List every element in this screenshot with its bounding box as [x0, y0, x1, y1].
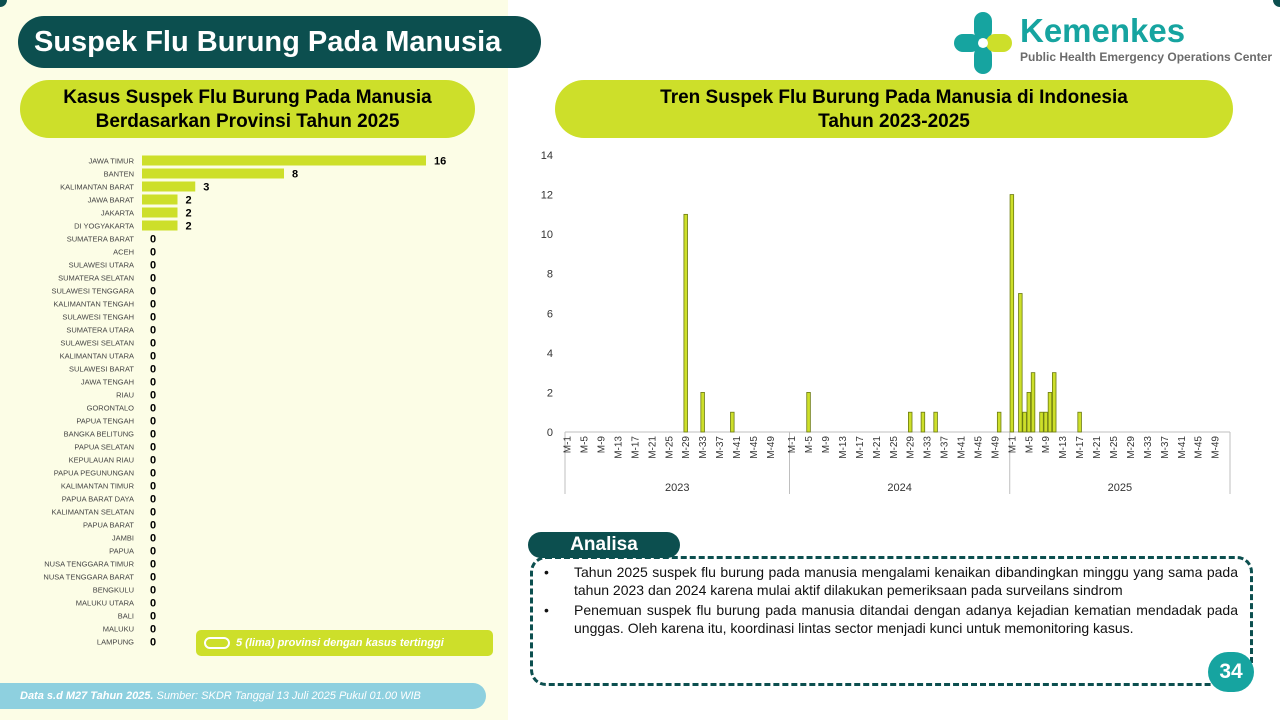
province-value-label: 0 — [150, 519, 157, 532]
analysis-list — [542, 563, 1238, 639]
province-value-label: 0 — [150, 337, 157, 350]
province-value-label: 0 — [150, 493, 157, 506]
province-label: JAKARTA — [100, 208, 134, 218]
x-tick-label: M-1 — [787, 436, 799, 454]
x-tick-label: M-13 — [613, 436, 625, 459]
province-value-label: 3 — [203, 181, 210, 194]
province-bar — [142, 182, 195, 192]
footer-source — [0, 683, 486, 709]
province-label: JAWA BARAT — [87, 195, 134, 205]
year-label: 2025 — [1107, 482, 1133, 494]
x-tick-label: M-29 — [681, 436, 693, 459]
province-label: KALIMANTAN SELATAN — [51, 507, 134, 517]
province-value-label: 0 — [150, 558, 157, 571]
trend-bar — [1052, 373, 1056, 432]
trend-bar — [807, 392, 811, 432]
page-number: 34 — [1208, 652, 1254, 692]
x-tick-label: M-45 — [748, 436, 760, 459]
logo-subtitle: Public Health Emergency Operations Center — [1020, 50, 1273, 64]
province-label: ACEH — [113, 247, 134, 257]
x-tick-label: M-17 — [1075, 436, 1087, 459]
trend-bar — [997, 412, 1001, 432]
province-label: SULAWESI SELATAN — [60, 338, 134, 348]
x-tick-label: M-45 — [973, 436, 985, 459]
legend-label: 5 (lima) provinsi dengan kasus tertinggi — [236, 637, 444, 649]
province-bar — [142, 195, 178, 205]
province-label: NUSA TENGGARA TIMUR — [44, 559, 134, 569]
trend-bar — [731, 412, 735, 432]
trend-bar — [701, 392, 705, 432]
analysis-item: • Tahun 2025 suspek flu burung pada manusia mengalami kenaikan dibandingkan minggu yang sama pada tahun 2023 dan 2024 karena mulai aktif dilakukan pemeriksaan pada surveilans sindrom — [542, 563, 1238, 599]
x-tick-label: M-21 — [647, 436, 659, 459]
province-value-label: 0 — [150, 623, 157, 636]
province-value-label: 0 — [150, 376, 157, 389]
province-value-label: 0 — [150, 311, 157, 324]
x-tick-label: M-9 — [1041, 436, 1053, 454]
x-tick-label: M-41 — [732, 436, 744, 459]
province-label: KALIMANTAN UTARA — [59, 351, 134, 361]
province-label: KEPULAUAN RIAU — [68, 455, 134, 465]
x-tick-label: M-37 — [715, 436, 727, 459]
y-tick-label: 6 — [546, 308, 553, 321]
x-tick-label: M-37 — [939, 436, 951, 459]
province-label: PAPUA PEGUNUNGAN — [53, 468, 134, 478]
province-value-label: 0 — [150, 415, 157, 428]
province-value-label: 0 — [150, 571, 157, 584]
trend-bar — [1031, 373, 1035, 432]
province-value-label: 0 — [150, 363, 157, 376]
right-chart-title-line2: Tahun 2023-2025 — [818, 111, 970, 132]
x-tick-label: M-21 — [871, 436, 883, 459]
year-label: 2024 — [887, 482, 912, 494]
trend-bar — [1010, 195, 1014, 432]
province-label: BENGKULU — [92, 585, 134, 595]
x-tick-label: M-13 — [1058, 436, 1070, 459]
x-tick-label: M-37 — [1159, 436, 1171, 459]
province-value-label: 0 — [150, 272, 157, 285]
trend-bar — [684, 214, 688, 432]
footer-bold: Data s.d M27 Tahun 2025. — [20, 690, 154, 702]
x-tick-label: M-29 — [1125, 436, 1137, 459]
x-tick-label: M-49 — [990, 436, 1002, 459]
province-label: SUMATERA UTARA — [66, 325, 134, 335]
legend-box — [196, 630, 493, 656]
province-label: SULAWESI BARAT — [68, 364, 134, 374]
province-value-label: 0 — [150, 454, 157, 467]
province-value-label: 0 — [150, 246, 157, 259]
x-tick-label: M-21 — [1092, 436, 1104, 459]
province-value-label: 2 — [185, 207, 192, 220]
province-value-label: 0 — [150, 259, 157, 272]
x-tick-label: M-41 — [1176, 436, 1188, 459]
province-label: PAPUA BARAT DAYA — [61, 494, 134, 504]
province-value-label: 0 — [150, 636, 157, 649]
x-tick-label: M-5 — [579, 436, 591, 454]
x-tick-label: M-1 — [562, 436, 574, 454]
province-value-label: 0 — [150, 441, 157, 454]
province-label: SUMATERA SELATAN — [58, 273, 134, 283]
province-value-label: 0 — [150, 532, 157, 545]
province-label: SULAWESI UTARA — [68, 260, 134, 270]
province-bar — [142, 156, 426, 166]
trend-bar — [1048, 392, 1052, 432]
left-chart-title-line1: Kasus Suspek Flu Burung Pada Manusia — [63, 87, 432, 108]
right-chart-title — [555, 80, 1233, 138]
province-bar — [142, 208, 178, 218]
province-label: PAPUA — [109, 546, 134, 556]
province-value-label: 0 — [150, 324, 157, 337]
x-tick-label: M-17 — [854, 436, 866, 459]
trend-bar — [1078, 412, 1082, 432]
province-label: JAMBI — [111, 533, 134, 543]
left-chart-title — [20, 80, 475, 138]
province-label: MALUKU — [102, 624, 134, 634]
province-value-label: 0 — [150, 467, 157, 480]
province-label: PAPUA SELATAN — [74, 442, 134, 452]
x-tick-label: M-33 — [698, 436, 710, 459]
legend-swatch — [204, 637, 230, 649]
kemenkes-logo-icon — [952, 10, 1014, 76]
logo-name: Kemenkes — [1020, 12, 1186, 49]
right-chart-title-line1: Tren Suspek Flu Burung Pada Manusia di Indonesia — [660, 87, 1128, 108]
x-tick-label: M-25 — [888, 436, 900, 459]
province-label: PAPUA TENGAH — [76, 416, 134, 426]
x-tick-label: M-33 — [1142, 436, 1154, 459]
province-value-label: 0 — [150, 584, 157, 597]
province-label: KALIMANTAN TENGAH — [53, 299, 134, 309]
province-label: KALIMANTAN TIMUR — [60, 481, 134, 491]
province-label: MALUKU UTARA — [75, 598, 134, 608]
province-bar-chart — [0, 150, 508, 650]
year-label: 2023 — [665, 482, 690, 494]
x-tick-label: M-5 — [804, 436, 816, 454]
province-value-label: 0 — [150, 389, 157, 402]
analysis-item: • Penemuan suspek flu burung pada manusia ditandai dengan adanya kejadian kematian mendadak pada unggas. Oleh karena itu, koordinasi lintas sector menjadi kunci untuk memonitoring kasus. — [542, 601, 1238, 637]
province-label: JAWA TENGAH — [80, 377, 134, 387]
province-label: BANTEN — [103, 169, 134, 179]
x-tick-label: M-45 — [1193, 436, 1205, 459]
x-tick-label: M-25 — [1109, 436, 1121, 459]
x-tick-label: M-49 — [1210, 436, 1222, 459]
province-label: DI YOGYAKARTA — [74, 221, 134, 231]
left-chart-title-line2: Berdasarkan Provinsi Tahun 2025 — [95, 111, 400, 132]
province-value-label: 0 — [150, 610, 157, 623]
province-value-label: 0 — [150, 506, 157, 519]
province-label: BALI — [117, 611, 134, 621]
province-label: PAPUA BARAT — [83, 520, 134, 530]
x-tick-label: M-29 — [905, 436, 917, 459]
province-label: BANGKA BELITUNG — [63, 429, 134, 439]
trend-bar — [1019, 294, 1023, 433]
x-tick-label: M-13 — [837, 436, 849, 459]
y-tick-label: 2 — [546, 387, 553, 400]
province-label: GORONTALO — [86, 403, 134, 413]
kemenkes-logo — [952, 10, 1272, 76]
x-tick-label: M-41 — [956, 436, 968, 459]
province-label: SUMATERA BARAT — [66, 234, 134, 244]
x-tick-label: M-9 — [820, 436, 832, 454]
footer-rest: Sumber: SKDR Tanggal 13 Juli 2025 Pukul 01.00 WIB — [153, 690, 421, 702]
y-tick-label: 10 — [540, 229, 553, 242]
trend-bar — [1044, 412, 1048, 432]
x-tick-label: M-1 — [1007, 436, 1019, 454]
province-label: JAWA TIMUR — [88, 156, 134, 166]
x-tick-label: M-17 — [630, 436, 642, 459]
y-tick-label: 8 — [546, 268, 553, 281]
x-tick-label: M-9 — [596, 436, 608, 454]
trend-bar-chart — [525, 145, 1245, 505]
trend-bar — [934, 412, 938, 432]
province-value-label: 0 — [150, 402, 157, 415]
y-tick-label: 12 — [540, 189, 553, 202]
trend-bar — [908, 412, 912, 432]
trend-bar — [1040, 412, 1044, 432]
province-value-label: 16 — [434, 155, 447, 168]
province-value-label: 0 — [150, 545, 157, 558]
province-value-label: 2 — [185, 220, 192, 233]
province-value-label: 0 — [150, 350, 157, 363]
corner-dot-right — [1273, 0, 1280, 7]
province-label: LAMPUNG — [96, 637, 134, 647]
y-tick-label: 14 — [540, 150, 553, 162]
trend-bar — [1023, 412, 1027, 432]
province-label: SULAWESI TENGGARA — [51, 286, 134, 296]
province-label: SULAWESI TENGAH — [62, 312, 134, 322]
province-label: RIAU — [116, 390, 134, 400]
analysis-title: Analisa — [528, 532, 680, 558]
y-tick-label: 0 — [546, 427, 553, 439]
province-value-label: 0 — [150, 597, 157, 610]
province-bar — [142, 221, 178, 231]
province-value-label: 0 — [150, 480, 157, 493]
page-title: Suspek Flu Burung Pada Manusia — [18, 16, 541, 68]
province-label: KALIMANTAN BARAT — [60, 182, 134, 192]
trend-bar — [1027, 392, 1031, 432]
province-value-label: 0 — [150, 428, 157, 441]
province-value-label: 0 — [150, 233, 157, 246]
x-tick-label: M-33 — [922, 436, 934, 459]
province-value-label: 2 — [185, 194, 192, 207]
province-value-label: 8 — [292, 168, 299, 181]
province-value-label: 0 — [150, 285, 157, 298]
x-tick-label: M-49 — [765, 436, 777, 459]
trend-bar — [921, 412, 925, 432]
province-bar — [142, 169, 284, 179]
y-tick-label: 4 — [546, 347, 553, 360]
x-tick-label: M-25 — [664, 436, 676, 459]
province-value-label: 0 — [150, 298, 157, 311]
province-label: NUSA TENGGARA BARAT — [43, 572, 134, 582]
x-tick-label: M-5 — [1024, 436, 1036, 454]
